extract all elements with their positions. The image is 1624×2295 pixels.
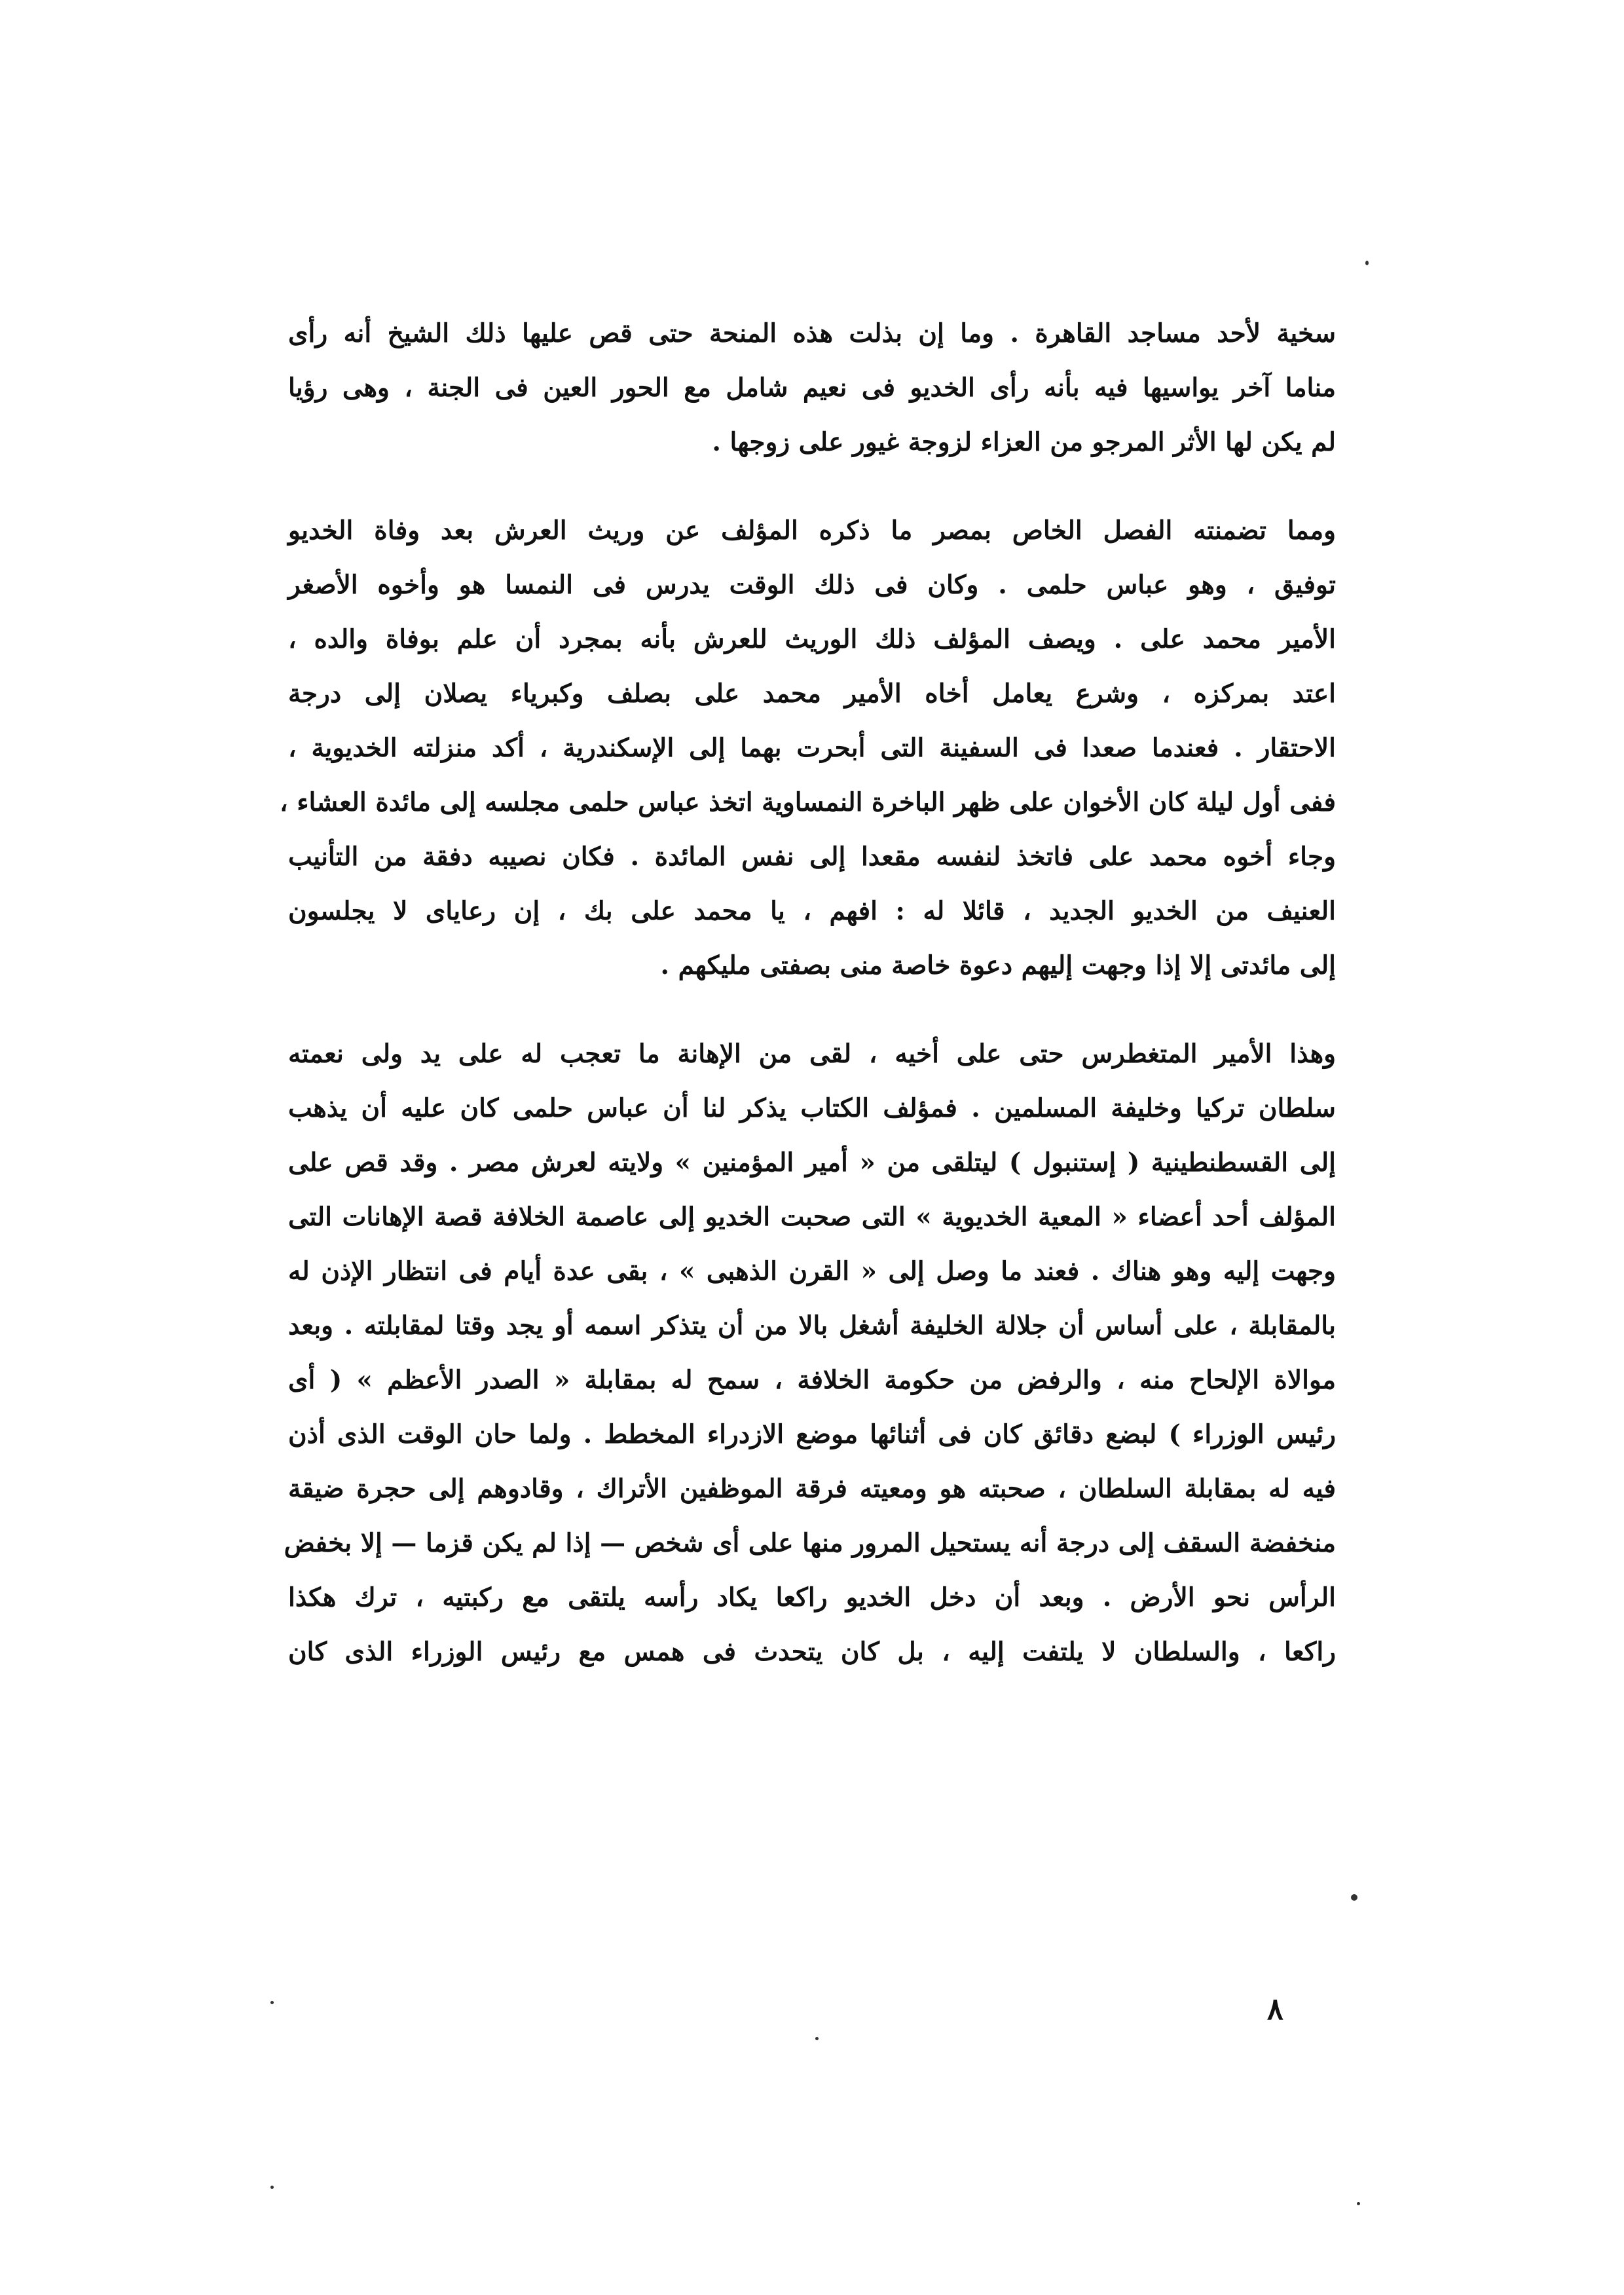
- text-line: ومما تضمنته الفصل الخاص بمصر ما ذكره المؤلف عن وريث العرش بعد وفاة الخديو: [288, 515, 1336, 546]
- paragraph-gap: [288, 993, 1336, 1027]
- scan-speck: [1351, 1894, 1357, 1901]
- paragraph-gap: [288, 470, 1336, 504]
- scan-speck: [270, 2001, 274, 2004]
- text-line: سخية لأحد مساجد القاهرة . وما إن بذلت هذه المنحة حتى قص عليها ذلك الشيخ أنه رأى: [288, 318, 1336, 348]
- text-line: منخفضة السقف إلى درجة أنه يستحيل المرور منها على أى شخص — إذا لم يكن قزما — إلا بخفض: [284, 1528, 1336, 1558]
- text-line: الأمير محمد على . ويصف المؤلف ذلك الوريث للعرش بأنه بمجرد أن علم بوفاة والده ،: [288, 624, 1336, 654]
- text-line: الرأس نحو الأرض . وبعد أن دخل الخديو راكعا يكاد رأسه يلتقى مع ركبتيه ، ترك هكذا: [288, 1582, 1336, 1613]
- text-line: وجهت إليه وهو هناك . فعند ما وصل إلى « القرن الذهبى » ، بقى عدة أيام فى انتظار الإذن له: [288, 1256, 1336, 1286]
- paragraph-2: [280, 504, 1336, 993]
- scan-speck: [1357, 2202, 1360, 2205]
- text-line: إلى مائدتى إلا إذا وجهت إليهم دعوة خاصة منى بصفتى مليكهم .: [660, 950, 1336, 980]
- text-line: موالاة الإلحاح منه ، والرفض من حكومة الخلافة ، سمح له بمقابلة « الصدر الأعظم » ( أى: [288, 1365, 1336, 1395]
- text-line: الاحتقار . فعندما صعدا فى السفينة التى أبحرت بهما إلى الإسكندرية ، أكد منزلته الخديوية ،: [288, 733, 1336, 763]
- text-line: وهذا الأمير المتغطرس حتى على أخيه ، لقى من الإهانة ما تعجب له على يد ولى نعمته: [288, 1039, 1336, 1069]
- paragraph-3: [284, 1027, 1336, 1679]
- text-line: مناما آخر يواسيها فيه بأنه رأى الخديو فى نعيم شامل مع الحور العين فى الجنة ، وهى رؤيا: [288, 373, 1336, 403]
- scan-speck: [1365, 261, 1369, 265]
- text-line: لم يكن لها الأثر المرجو من العزاء لزوجة غيور على زوجها .: [712, 427, 1336, 457]
- text-line: بالمقابلة ، على أساس أن جلالة الخليفة أشغل بالا من أن يتذكر اسمه أو يجد وقتا لمقابلته . وبعد: [288, 1311, 1336, 1341]
- page-number: ٨: [1267, 1991, 1283, 2026]
- text-line: رئيس الوزراء ) لبضع دقائق كان فى أثنائها موضع الازدراء المخطط . ولما حان الوقت الذى أذن: [288, 1419, 1336, 1449]
- text-line: وجاء أخوه محمد على فاتخذ لنفسه مقعدا إلى نفس المائدة . فكان نصيبه دفقة من التأنيب: [288, 842, 1336, 872]
- text-line: اعتد بمركزه ، وشرع يعامل أخاه الأمير محمد على بصلف وكبرياء يصلان إلى درجة: [288, 679, 1336, 709]
- scan-speck: [815, 2037, 819, 2040]
- text-line: توفيق ، وهو عباس حلمى . وكان فى ذلك الوقت يدرس فى النمسا هو وأخوه الأصغر: [288, 570, 1336, 600]
- text-line: راكعا ، والسلطان لا يلتفت إليه ، بل كان يتحدث فى همس مع رئيس الوزراء الذى كان: [288, 1637, 1336, 1667]
- text-line: فيه له بمقابلة السلطان ، صحبته هو ومعيته فرقة الموظفين الأتراك ، وقادوهم إلى حجرة ضيقة: [288, 1474, 1336, 1504]
- text-line: ففى أول ليلة كان الأخوان على ظهر الباخرة النمساوية اتخذ عباس حلمى مجلسه إلى مائدة العشاء ،: [280, 787, 1336, 817]
- body-text: [280, 307, 1336, 1679]
- paragraph-1: [288, 307, 1336, 470]
- scan-speck: [270, 2186, 274, 2189]
- text-line: سلطان تركيا وخليفة المسلمين . فمؤلف الكتاب يذكر لنا أن عباس حلمى كان عليه أن يذهب: [288, 1093, 1336, 1123]
- text-line: المؤلف أحد أعضاء « المعية الخديوية » التى صحبت الخديو إلى عاصمة الخلافة قصة الإهانات التى: [288, 1202, 1336, 1232]
- text-line: العنيف من الخديو الجديد ، قائلا له : افهم ، يا محمد على بك ، إن رعاياى لا يجلسون: [288, 896, 1336, 926]
- text-line: إلى القسطنطينية ( إستنبول ) ليتلقى من « أمير المؤمنين » ولايته لعرش مصر . وقد قص على: [288, 1148, 1336, 1178]
